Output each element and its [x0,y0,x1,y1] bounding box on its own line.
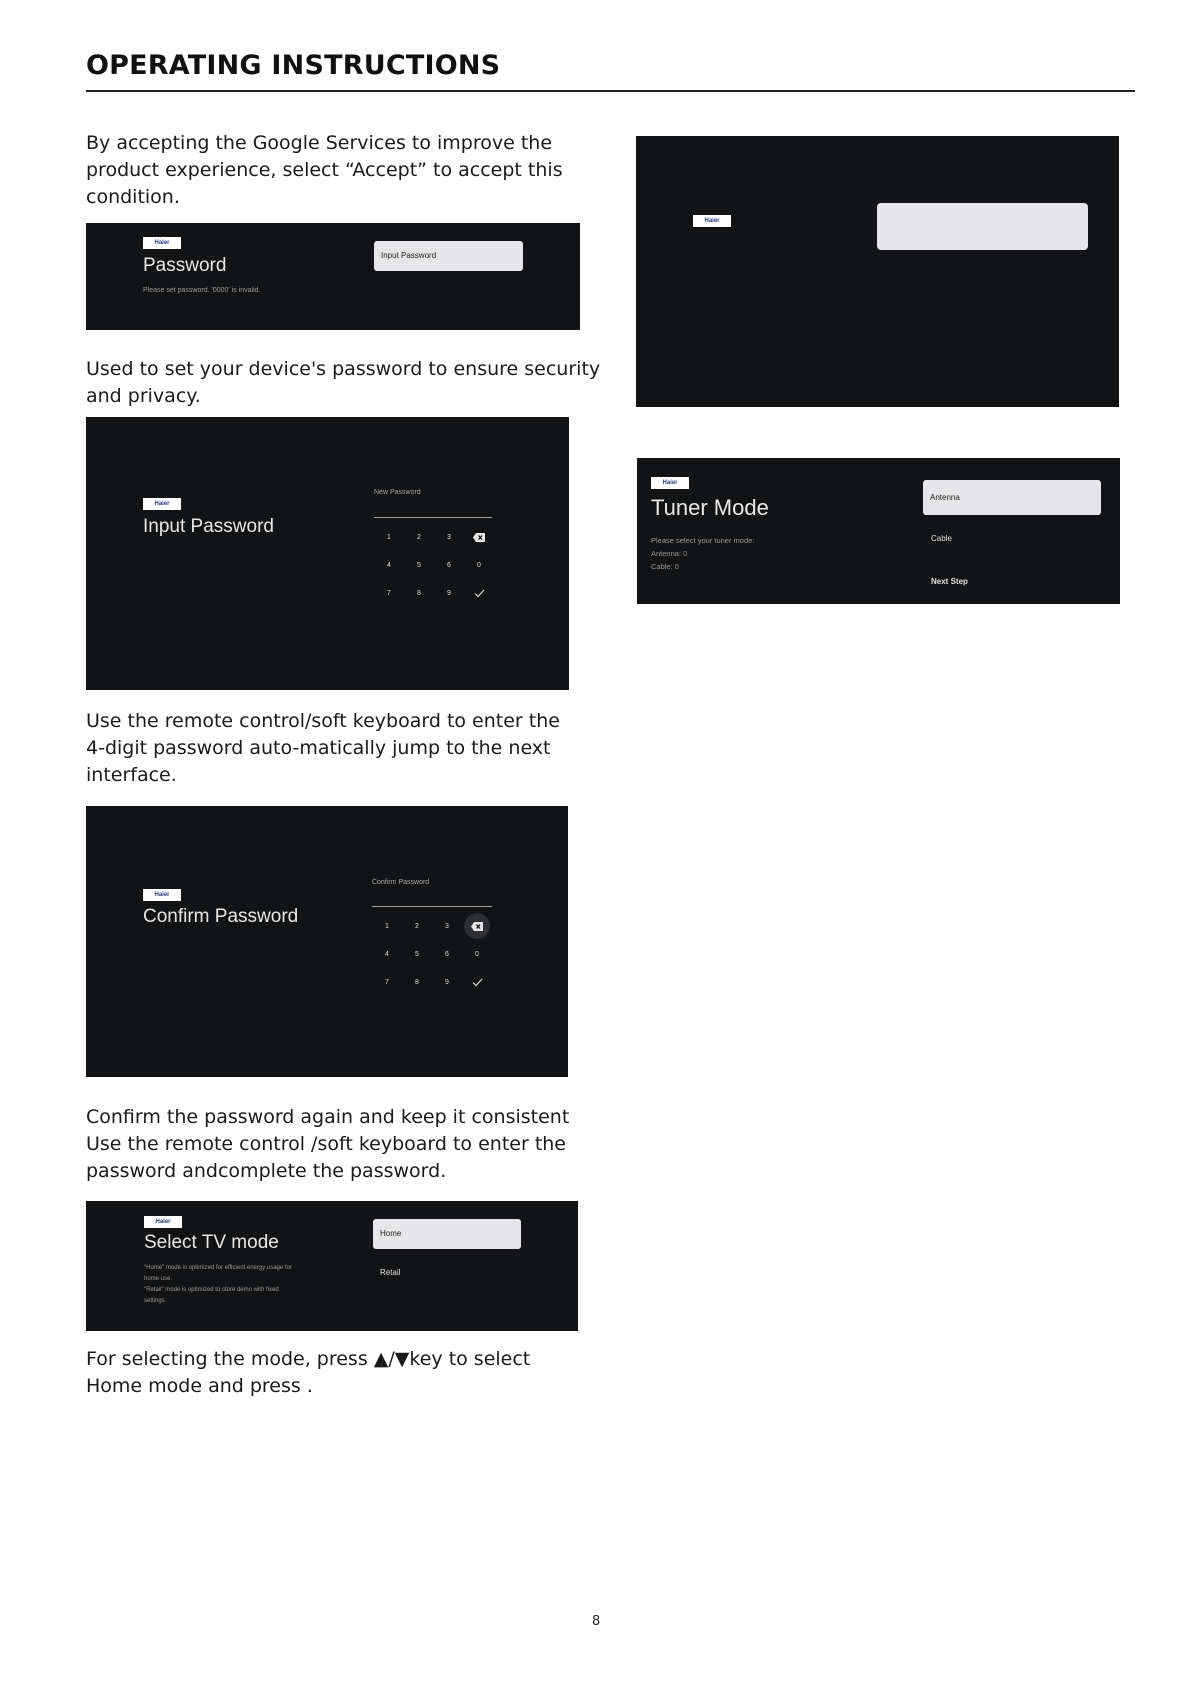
password-underline [374,517,492,518]
pad-label: Confirm Password [372,879,430,886]
screen-title: Tuner Mode [651,495,769,520]
key-5[interactable]: 5 [417,561,421,569]
key-1[interactable]: 1 [387,533,391,541]
input-paragraph: Use the remote control/soft keyboard to enter the 4-digit password auto-matically jump to the next interface. [86,710,560,786]
screen-subtitle: Please set password. '0000' is invalid. [143,287,261,294]
number-keypad [372,912,492,996]
accept-paragraph: By accepting the Google Services to improve the product experience, select “Accept” to accept this condition. [86,132,563,208]
number-keypad [374,523,494,607]
screen-description: "Home" mode is optimized for efficient energy usage for home use. "Retail" mode is optimized to store demo with fixed settings. [144,1265,292,1304]
key-4[interactable]: 4 [387,561,391,569]
mode-paragraph [86,1346,530,1400]
confirm-password-screen [86,806,568,1077]
tuner-mode-screen [637,458,1120,604]
key-4[interactable]: 4 [385,950,389,958]
option-cable[interactable]: Cable [931,534,952,543]
selected-option-box[interactable] [877,203,1088,250]
check-icon[interactable] [464,579,494,607]
key-7[interactable]: 7 [387,589,391,597]
confirm-paragraph: Confirm the password again and keep it consistent Use the remote control /soft keyboard to enter the password andcomplete the password. [86,1106,570,1182]
backspace-icon[interactable] [464,523,494,551]
key-2[interactable]: 2 [417,533,421,541]
key-9[interactable]: 9 [445,978,449,986]
option-home[interactable]: Home [373,1219,521,1249]
screen-title: Password [143,255,227,276]
screen-title: Input Password [143,516,274,537]
page-number: 8 [592,1614,601,1629]
tv-mode-screen [86,1201,578,1331]
key-2[interactable]: 2 [415,922,419,930]
key-0[interactable]: 0 [477,561,481,569]
screen-description: Please select your tuner mode: Antenna: 0 Cable: 0 [651,536,755,571]
key-3[interactable]: 3 [447,533,451,541]
next-step-button[interactable]: Next Step [931,577,968,586]
mode-text-line2: Home mode and press . [86,1375,313,1397]
page-title: OPERATING INSTRUCTIONS [86,50,501,81]
screen-title: Confirm Password [143,906,299,927]
blank-screen [636,136,1119,407]
haier-logo: Haier [651,477,689,489]
haier-logo: Haier [693,215,731,227]
key-9[interactable]: 9 [447,589,451,597]
haier-logo: Haier [143,498,181,510]
option-retail[interactable]: Retail [380,1268,401,1277]
mode-text-end: key to select [409,1348,531,1370]
option-antenna[interactable]: Antenna [923,480,1101,515]
password-underline [372,906,492,907]
input-password-screen [86,417,569,690]
screen-title: Select TV mode [144,1232,279,1253]
key-5[interactable]: 5 [415,950,419,958]
haier-logo: Haier [143,237,181,249]
password-paragraph: Used to set your device's password to ensure security and privacy. [86,358,601,407]
backspace-icon[interactable] [462,912,492,940]
password-screen [86,223,580,330]
key-6[interactable]: 6 [447,561,451,569]
key-0[interactable]: 0 [475,950,479,958]
key-1[interactable]: 1 [385,922,389,930]
key-8[interactable]: 8 [417,589,421,597]
mode-text-start: For selecting the mode, press [86,1348,374,1370]
haier-logo: Haier [144,1216,182,1228]
check-icon[interactable] [462,968,492,996]
password-input-field[interactable]: Input Password [374,241,523,271]
key-8[interactable]: 8 [415,978,419,986]
key-6[interactable]: 6 [445,950,449,958]
pad-label: New Password [374,489,421,496]
key-3[interactable]: 3 [445,922,449,930]
key-7[interactable]: 7 [385,978,389,986]
up-down-arrows: ▲/▼ [373,1348,410,1370]
header-divider [86,90,1135,92]
haier-logo: Haier [143,889,181,901]
